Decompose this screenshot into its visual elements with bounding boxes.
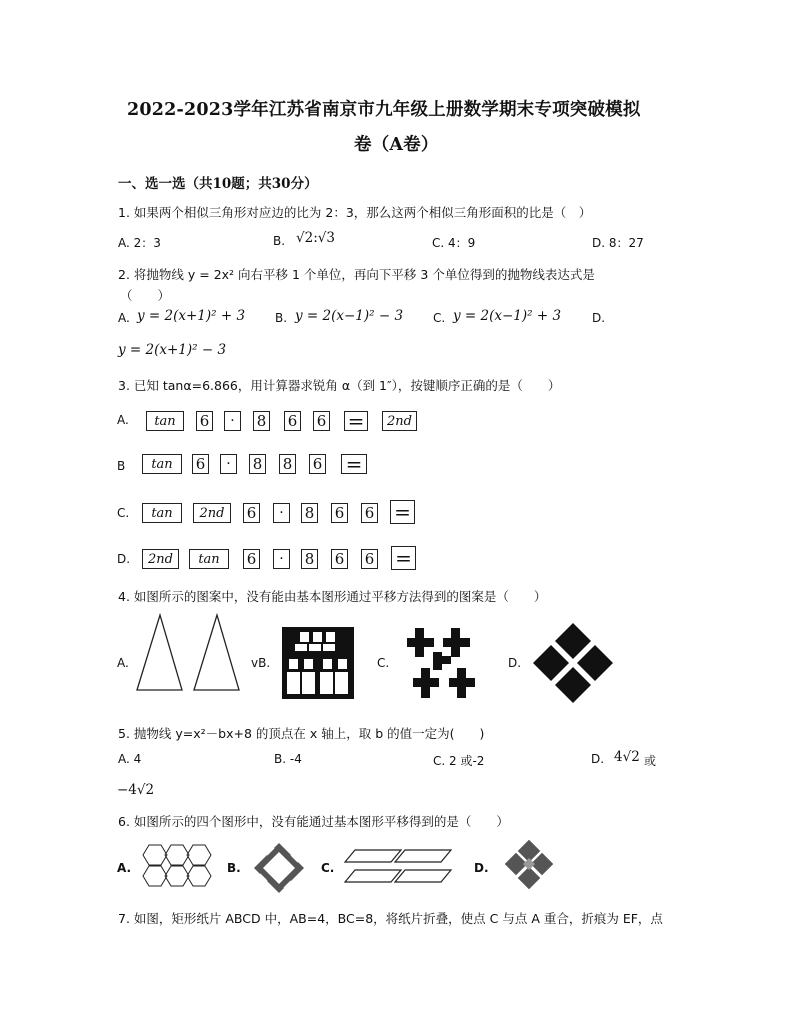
people-block-figure	[282, 627, 354, 699]
q6-label-d: D.	[474, 861, 489, 875]
question-2-text-line2: （ ）	[120, 288, 171, 303]
two-triangles-figure	[132, 610, 247, 692]
question-5-text: 5. 抛物线 y=x²－bx+8 的顶点在 x 轴上，取 b 的值一定为( )	[118, 726, 485, 741]
key-equals: =	[344, 411, 368, 431]
q2-option-d-label: D.	[592, 311, 606, 325]
q2-option-a-label: A.	[118, 311, 130, 325]
triangle-shape	[137, 615, 182, 690]
q3-row-b-label: B	[117, 459, 126, 473]
q5-option-b: B. -4	[274, 752, 302, 766]
q2-option-c-label: C.	[433, 311, 446, 325]
key-dot: ·	[224, 411, 241, 431]
q6-label-c: C.	[321, 861, 335, 875]
key-digit: 6	[243, 549, 260, 569]
q6-label-b: B.	[227, 861, 241, 875]
page-title: 2022-2023学年江苏省南京市九年级上册数学期末专项突破模拟	[127, 100, 641, 120]
diamond-squares-figure	[532, 622, 614, 704]
question-6-text: 6. 如图所示的四个图形中，没有能通过基本图形平移得到的是（ ）	[118, 814, 509, 829]
key-digit: 6	[192, 454, 209, 474]
q6-label-a: A.	[117, 861, 132, 875]
key-digit: 6	[196, 411, 213, 431]
q1-option-b-expr: √2:√3	[296, 230, 335, 246]
key-equals: =	[341, 454, 367, 474]
q2-option-b-expr: y = 2(x−1)² − 3	[295, 308, 404, 324]
q5-option-d-label: D.	[591, 752, 605, 766]
key-digit: 6	[243, 503, 260, 523]
key-digit: 6	[309, 454, 326, 474]
rotated-square-frame-figure	[253, 842, 305, 894]
key-digit: 8	[249, 454, 266, 474]
q3-row-c-label: C.	[117, 506, 130, 520]
question-3-text: 3. 已知 tanα=6.866，用计算器求锐角 α（到 1″），按键顺序正确的是（ ）	[118, 378, 561, 393]
key-digit: 8	[253, 411, 270, 431]
key-digit: 6	[361, 503, 378, 523]
q1-option-c: C. 4：9	[432, 236, 476, 250]
question-7-text: 7. 如图，矩形纸片 ABCD 中，AB=4，BC=8，将纸片折叠，使点 C 与点 A 重合，折痕为 EF，点	[118, 911, 663, 926]
section-heading: 一、选一选（共10题；共30分）	[118, 176, 318, 192]
q3-row-d-label: D.	[117, 552, 131, 566]
q5-option-d-line2: −4√2	[117, 782, 155, 798]
key-equals: =	[391, 546, 416, 570]
key-tan: tan	[189, 549, 229, 569]
q2-option-b-label: B.	[275, 311, 288, 325]
key-tan: tan	[146, 411, 184, 431]
key-digit: 6	[331, 549, 348, 569]
cross-pattern-figure	[405, 626, 480, 701]
q4-label-b: vB.	[251, 656, 271, 670]
question-1-text: 1. 如果两个相似三角形对应边的比为 2：3，那么这两个相似三角形面积的比是（ ）	[118, 205, 592, 220]
key-digit: 6	[331, 503, 348, 523]
key-digit: 6	[284, 411, 301, 431]
triangle-shape	[194, 615, 239, 690]
q4-label-d: D.	[508, 656, 522, 670]
hexagon-grid-figure	[137, 843, 215, 889]
key-dot: ·	[220, 454, 237, 474]
q5-option-c: C. 2 或-2	[433, 754, 485, 768]
key-tan: tan	[142, 503, 182, 523]
question-2-text: 2. 将抛物线 y = 2x² 向右平移 1 个单位，再向下平移 3 个单位得到的抛物线表达式是	[118, 267, 595, 282]
key-digit: 8	[279, 454, 296, 474]
key-digit: 8	[301, 503, 318, 523]
q2-option-d-expr: y = 2(x+1)² − 3	[118, 342, 227, 358]
key-2nd: 2nd	[193, 503, 231, 523]
q2-option-c-expr: y = 2(x−1)² + 3	[453, 308, 562, 324]
q1-option-a: A. 2：3	[118, 236, 161, 250]
key-dot: ·	[273, 549, 290, 569]
q5-option-d-suffix: 或	[644, 754, 657, 768]
key-dot: ·	[273, 503, 290, 523]
q3-row-a-label: A.	[117, 413, 129, 427]
checkered-diamond-figure	[503, 838, 555, 892]
key-equals: =	[390, 500, 415, 524]
q2-option-a-expr: y = 2(x+1)² + 3	[137, 308, 246, 324]
key-tan: tan	[142, 454, 182, 474]
key-2nd: 2nd	[142, 549, 179, 569]
q4-label-a: A.	[117, 656, 129, 670]
key-2nd: 2nd	[382, 411, 417, 431]
key-digit: 8	[301, 549, 318, 569]
question-4-text: 4. 如图所示的图案中，没有能由基本图形通过平移方法得到的图案是（ ）	[118, 589, 547, 604]
page-title-line2: 卷（A卷）	[354, 135, 439, 155]
q5-option-d-expr: 4√2	[614, 749, 640, 765]
q1-option-b-label: B.	[273, 234, 286, 248]
q5-option-a: A. 4	[118, 752, 142, 766]
q1-option-d: D. 8：27	[592, 236, 644, 250]
parallelograms-figure	[343, 848, 455, 886]
key-digit: 6	[361, 549, 378, 569]
key-digit: 6	[313, 411, 330, 431]
q4-label-c: C.	[377, 656, 390, 670]
